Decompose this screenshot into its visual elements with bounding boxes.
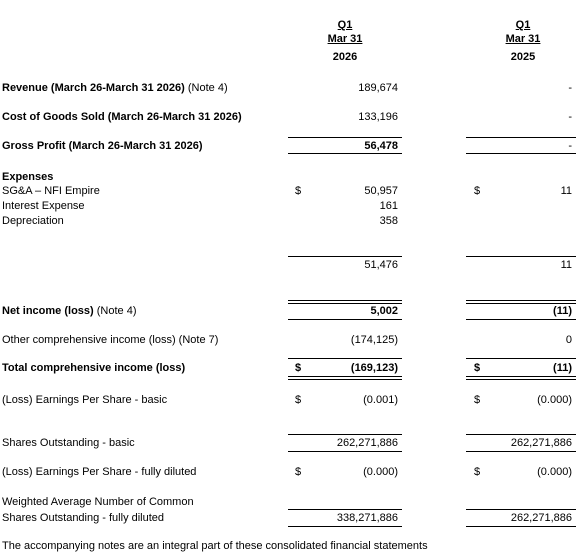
weighted-average-value-2026: 338,271,886 [336,512,398,524]
eps-diluted-value-2025: (0.000) [537,466,572,478]
eps-basic-value-2025: (0.000) [537,394,572,406]
total-ci-value-2026: (169,123) [350,362,398,374]
gross-profit-top-rule-2025 [466,137,576,138]
column-header-2025-year: 2025 [510,51,536,63]
cogs-value-2025: - [568,111,572,123]
expenses-heading: Expenses [2,171,54,183]
gross-profit-bottom-rule-2025 [466,153,576,154]
eps-diluted-currency-2025: $ [474,466,481,478]
revenue-value-2025: - [568,82,572,94]
eps-diluted-currency-2026: $ [295,466,302,478]
weighted-average-rule-2025 [466,509,576,510]
revenue-label-bold: Revenue (March 26-March 31 2026) [2,82,185,94]
total-expenses-rule-2026 [288,256,402,257]
shares-basic-bottom-rule-2025 [466,451,576,452]
weighted-average-value-2025: 262,271,886 [510,512,572,524]
eps-basic-value-2026: (0.001) [363,394,398,406]
eps-basic-currency-2025: $ [474,394,481,406]
total-ci-top-rule-2025 [466,358,576,359]
net-income-label-bold: Net income (loss) [2,305,94,317]
column-header-2025-quarter: Q1 [515,19,531,31]
total-expenses-value-2025: 11 [560,259,572,271]
net-income-value-2026: 5,002 [370,305,398,317]
gross-profit-value-2026: 56,478 [364,140,398,152]
oci-value-2026: (174,125) [350,334,398,346]
column-header-2026-date: Mar 31 [327,33,363,45]
revenue-value-2026: 189,674 [358,82,398,94]
gross-profit-label: Gross Profit (March 26-March 31 2026) [2,140,203,152]
weighted-average-label-line2: Shares Outstanding - fully diluted [2,512,165,524]
net-income-label [2,305,136,317]
net-income-value-2025: (11) [553,305,572,317]
eps-basic-currency-2026: $ [295,394,302,406]
depreciation-label: Depreciation [2,215,64,227]
column-header-2025-date: Mar 31 [505,33,541,45]
interest-expense-label: Interest Expense [2,200,85,212]
total-ci-label: Total comprehensive income (loss) [2,362,186,374]
sga-currency-2025: $ [474,185,481,197]
shares-basic-value-2025: 262,271,886 [510,437,572,449]
total-ci-bottom-rule-2025 [466,376,576,380]
shares-basic-bottom-rule-2026 [288,451,402,452]
total-expenses-value-2026: 51,476 [364,259,398,271]
sga-value-2026: 50,957 [364,185,398,197]
gross-profit-bottom-rule-2026 [288,153,402,154]
oci-value-2025: 0 [565,334,572,346]
shares-basic-rule-2025 [466,434,576,435]
net-income-bottom-rule-2026 [288,319,402,320]
net-income-top-rule-2025 [466,300,576,304]
column-header-2025 [478,18,568,64]
shares-basic-rule-2026 [288,434,402,435]
net-income-top-rule-2026 [288,300,402,304]
footer-note: The accompanying notes are an integral part of these consolidated financial statements [2,540,428,552]
column-header-2026 [300,18,390,64]
gross-profit-value-2025: - [568,140,572,152]
total-ci-currency-2026: $ [295,362,302,374]
column-header-2026-quarter: Q1 [337,19,353,31]
depreciation-value-2026: 358 [379,215,398,227]
revenue-label [2,82,228,94]
eps-basic-label: (Loss) Earnings Per Share - basic [2,394,168,406]
net-income-label-note: (Note 4) [93,305,137,317]
weighted-average-rule-2026 [288,509,402,510]
eps-diluted-label: (Loss) Earnings Per Share - fully diluted [2,466,197,478]
total-ci-top-rule-2026 [288,358,402,359]
shares-basic-value-2026: 262,271,886 [336,437,398,449]
weighted-average-bottom-rule-2025 [466,526,576,527]
total-ci-bottom-rule-2026 [288,376,402,380]
revenue-label-note: (Note 4) [184,82,228,94]
eps-diluted-value-2026: (0.000) [363,466,398,478]
total-ci-value-2025: (11) [553,362,572,374]
oci-label: Other comprehensive income (loss) (Note 7) [2,334,219,346]
net-income-bottom-rule-2025 [466,319,576,320]
cogs-value-2026: 133,196 [358,111,398,123]
sga-value-2025: 11 [560,185,572,197]
sga-currency-2026: $ [295,185,302,197]
total-ci-currency-2025: $ [474,362,481,374]
sga-label: SG&A – NFI Empire [2,185,100,197]
weighted-average-bottom-rule-2026 [288,526,402,527]
interest-expense-value-2026: 161 [379,200,398,212]
shares-basic-label: Shares Outstanding - basic [2,437,135,449]
column-header-2026-year: 2026 [332,51,358,63]
cogs-label: Cost of Goods Sold (March 26-March 31 2026) [2,111,242,123]
weighted-average-label-line1: Weighted Average Number of Common [2,496,194,508]
gross-profit-top-rule-2026 [288,137,402,138]
total-expenses-rule-2025 [466,256,576,257]
